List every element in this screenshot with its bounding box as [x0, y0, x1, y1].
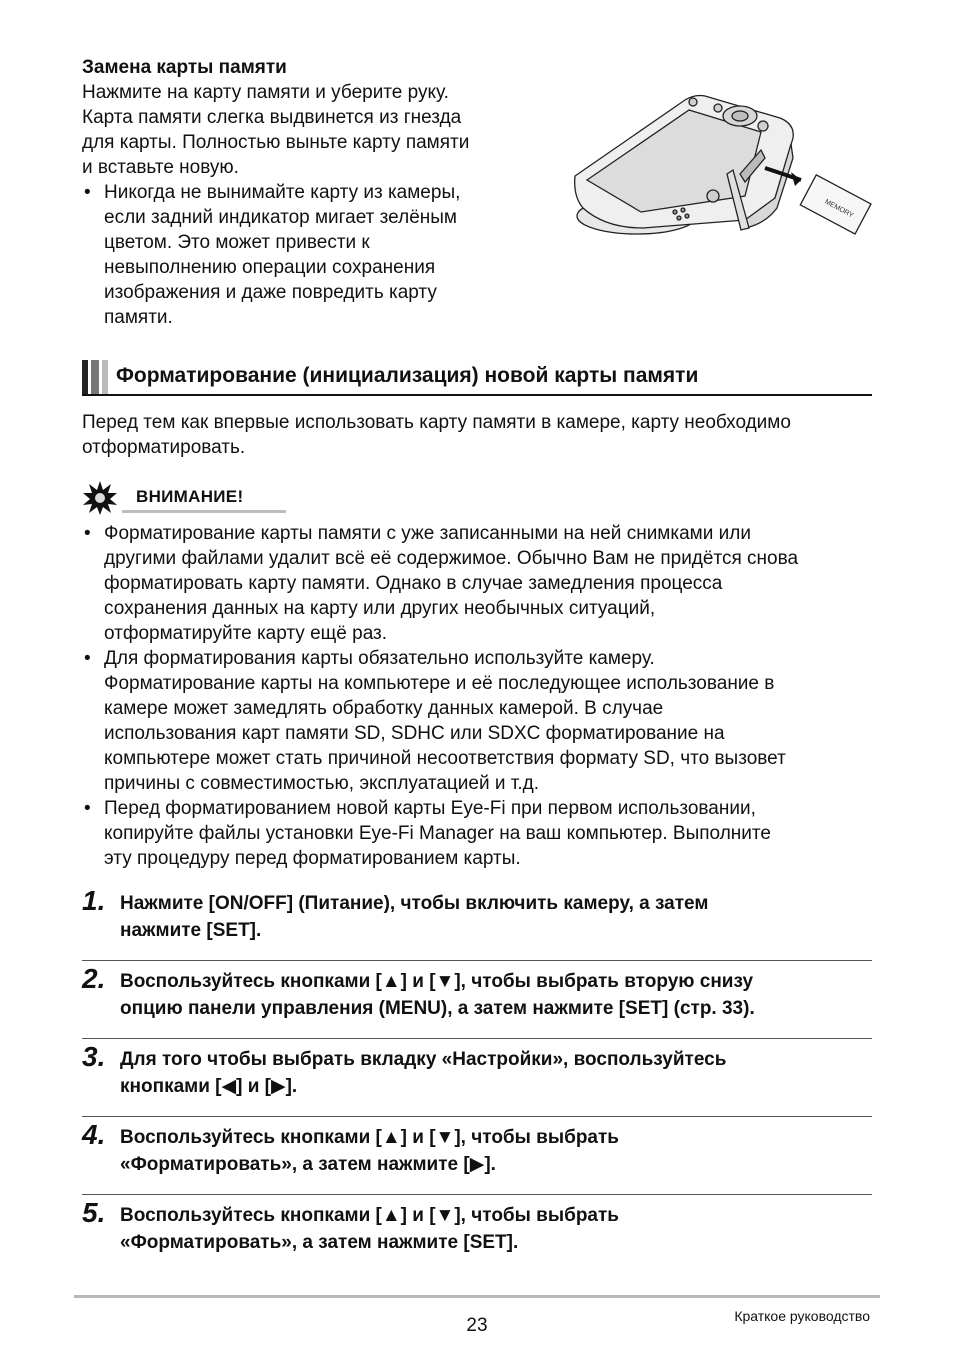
intro-line: отформатировать. — [82, 437, 246, 458]
caution-underline — [122, 510, 286, 513]
step-text — [120, 968, 872, 1022]
caution-header — [82, 480, 292, 514]
caution-line: • Перед форматированием новой карты Eye-Fi при первом использовании, — [104, 798, 756, 819]
page-number: 23 — [466, 1315, 488, 1336]
memory-card-label: MEMORY — [823, 198, 855, 220]
replace-card-line: и вставьте новую. — [82, 157, 239, 178]
step-line: Воспользуйтесь кнопками [▲] и [▼], чтобы выбрать — [120, 1127, 619, 1148]
section-intro — [82, 410, 872, 460]
caution-line: • Для форматирования карты обязательно используйте камеру. — [104, 648, 655, 669]
section-title-bar — [82, 360, 872, 396]
step-text — [120, 1046, 872, 1100]
replace-card-title: Замена карты памяти — [82, 57, 287, 78]
caution-line: использования карт памяти SD, SDHC или SDXC форматирование на — [104, 723, 725, 744]
caution-line: камере может замедлять обработку данных камерой. В случае — [104, 698, 664, 719]
caution-line: • Форматирование карты памяти с уже записанными на ней снимками или — [104, 523, 751, 544]
bullet-line: цветом. Это может привести к — [104, 232, 370, 253]
step-text — [120, 1202, 872, 1256]
caution-line: эту процедуру перед форматированием карты. — [104, 848, 521, 869]
step-divider — [82, 1116, 872, 1117]
replace-card-line: Нажмите на карту памяти и уберите руку. — [82, 82, 449, 103]
step-line: «Форматировать», а затем нажмите [▶]. — [120, 1154, 496, 1175]
step-line: Для того чтобы выбрать вкладку «Настройки», воспользуйтесь — [120, 1049, 727, 1070]
step-divider — [82, 1038, 872, 1039]
caution-bullet — [82, 646, 872, 796]
section-title-marker — [82, 360, 108, 394]
step-number: 5. — [82, 1197, 106, 1228]
bullet-line: если задний индикатор мигает зелёным — [104, 207, 457, 228]
camera-illustration — [565, 88, 875, 248]
footer-label: Краткое руководство — [734, 1308, 870, 1324]
caution-label: ВНИМАНИЕ! — [136, 487, 244, 506]
caution-line: копируйте файлы установки Eye-Fi Manager на ваш компьютер. Выполните — [104, 823, 771, 844]
caution-list — [82, 521, 872, 871]
step-number: 3. — [82, 1041, 106, 1072]
step-divider — [82, 1194, 872, 1195]
step-number: 2. — [82, 963, 106, 994]
bullet-line: • Никогда не вынимайте карту из камеры, — [104, 182, 461, 203]
section-title: Форматирование (инициализация) новой карты памяти — [116, 364, 699, 387]
caution-line: другими файлами удалит всё её содержимое. Обычно Вам не придётся снова — [104, 548, 799, 569]
caution-line: сохранения данных на карту или других необычных ситуаций, — [104, 598, 656, 619]
caution-bullet — [82, 521, 872, 646]
step-text — [120, 890, 872, 944]
replace-card-bullet — [82, 180, 532, 330]
step-number: 4. — [82, 1119, 106, 1150]
caution-line: форматировать карту памяти. Однако в случае замедления процесса — [104, 573, 723, 594]
caution-bullet — [82, 796, 872, 871]
bullet-line: невыполнению операции сохранения — [104, 257, 436, 278]
step-line: Нажмите [ON/OFF] (Питание), чтобы включить камеру, а затем — [120, 893, 709, 914]
step-line: опцию панели управления (MENU), а затем нажмите [SET] (стр. 33). — [120, 998, 755, 1019]
caution-line: отформатируйте карту ещё раз. — [104, 623, 388, 644]
step-line: Воспользуйтесь кнопками [▲] и [▼], чтобы выбрать — [120, 1205, 619, 1226]
caution-line: Форматирование карты на компьютере и её последующее использование в — [104, 673, 775, 694]
bullet-line: изображения и даже повредить карту — [104, 282, 437, 303]
step-number: 1. — [82, 885, 106, 916]
caution-burst-icon — [82, 480, 118, 516]
step-line: нажмите [SET]. — [120, 920, 262, 941]
step-line: Воспользуйтесь кнопками [▲] и [▼], чтобы выбрать вторую снизу — [120, 971, 754, 992]
caution-line: причины с совместимостью, эксплуатацией и т.д. — [104, 773, 540, 794]
step-text — [120, 1124, 872, 1178]
replace-card-line: для карты. Полностью выньте карту памяти — [82, 132, 470, 153]
caution-line: компьютере может стать причиной несоответствия формату SD, что вызовет — [104, 748, 786, 769]
step-line: кнопками [◀] и [▶]. — [120, 1076, 298, 1097]
intro-line: Перед тем как впервые использовать карту памяти в камере, карту необходимо — [82, 412, 791, 433]
replace-card-line: Карта памяти слегка выдвинется из гнезда — [82, 107, 462, 128]
bullet-line: памяти. — [104, 307, 173, 328]
replace-card-block — [82, 55, 532, 330]
footer-rule — [74, 1295, 880, 1298]
step-divider — [82, 960, 872, 961]
step-line: «Форматировать», а затем нажмите [SET]. — [120, 1232, 519, 1253]
